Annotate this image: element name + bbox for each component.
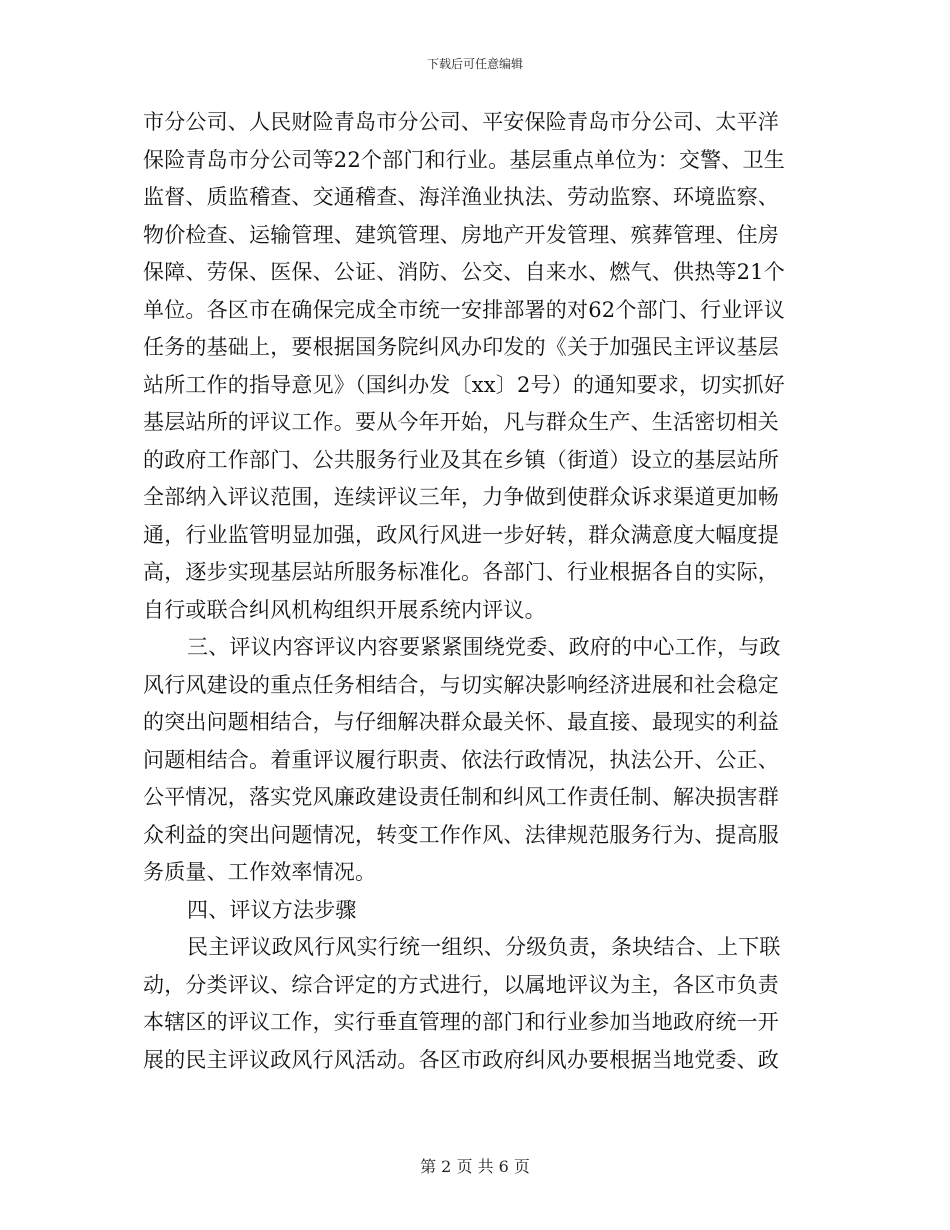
- page-number: 第 2 页 共 6 页: [420, 1157, 530, 1176]
- text-line: 展的民主评议政风行风活动。各区市政府纠风办要根据当地党委、政: [143, 1047, 779, 1072]
- text-line: 风行风建设的重点任务相结合，与切实解决影响经济进展和社会稳定: [143, 672, 779, 697]
- text-line: 问题相结合。着重评议履行职责、依法行政情况，执法公开、公正、: [143, 747, 779, 772]
- text-line: 民主评议政风行风实行统一组织、分级负责，条块结合、上下联: [187, 935, 781, 959]
- section-heading-line: 三、评议内容评议内容要紧紧围绕党委、政府的中心工作，与政: [187, 635, 781, 659]
- text-line: 高，逐步实现基层站所服务标准化。各部门、行业根据各自的实际，: [143, 560, 779, 584]
- text-line: 的政府工作部门、公共服务行业及其在乡镇（街道）设立的基层站所: [143, 447, 779, 472]
- text-line: 保障、劳保、医保、公证、消防、公交、自来水、燃气、供热等21个: [143, 260, 785, 284]
- text-line: 保险青岛市分公司等22个部门和行业。基层重点单位为：交警、卫生: [143, 147, 785, 172]
- text-line: 自行或联合纠风机构组织开展系统内评议。: [143, 597, 546, 622]
- text-line: 众利益的突出问题情况，转变工作作风、法律规范服务行为、提高服: [143, 822, 779, 847]
- text-line: 任务的基础上，要根据国务院纠风办印发的《关于加强民主评议基层: [143, 335, 779, 359]
- text-line: 的突出问题相结合，与仔细解决群众最关怀、最直接、最现实的利益: [143, 710, 779, 734]
- text-line: 物价检查、运输管理、建筑管理、房地产开发管理、殡葬管理、住房: [143, 222, 779, 247]
- body-text: [143, 104, 813, 1079]
- header-note: 下载后可任意编辑: [426, 57, 523, 71]
- text-line: 务质量、工作效率情况。: [143, 860, 377, 884]
- section-heading: 四、评议方法步骤: [187, 897, 357, 922]
- text-line: 本辖区的评议工作，实行垂直管理的部门和行业参加当地政府统一开: [143, 1010, 779, 1034]
- text-line: 通，行业监管明显加强，政风行风进一步好转，群众满意度大幅度提: [143, 522, 779, 547]
- text-line: 监督、质监稽查、交通稽查、海洋渔业执法、劳动监察、环境监察、: [143, 185, 779, 209]
- text-line: 基层站所的评议工作。要从今年开始，凡与群众生产、生活密切相关: [143, 410, 779, 434]
- text-line: 站所工作的指导意见》（国纠办发〔xx〕2号）的通知要求，切实抓好: [143, 372, 785, 397]
- text-line: 动，分类评议、综合评定的方式进行，以属地评议为主，各区市负责: [143, 972, 779, 997]
- text-line: 公平情况，落实党风廉政建设责任制和纠风工作责任制、解决损害群: [143, 785, 779, 809]
- text-line: 单位。各区市在确保完成全市统一安排部署的对62个部门、行业评议: [143, 297, 785, 322]
- text-line: 全部纳入评议范围，连续评议三年，力争做到使群众诉求渠道更加畅: [143, 485, 779, 509]
- text-line: 市分公司、人民财险青岛市分公司、平安保险青岛市分公司、太平洋: [143, 110, 779, 134]
